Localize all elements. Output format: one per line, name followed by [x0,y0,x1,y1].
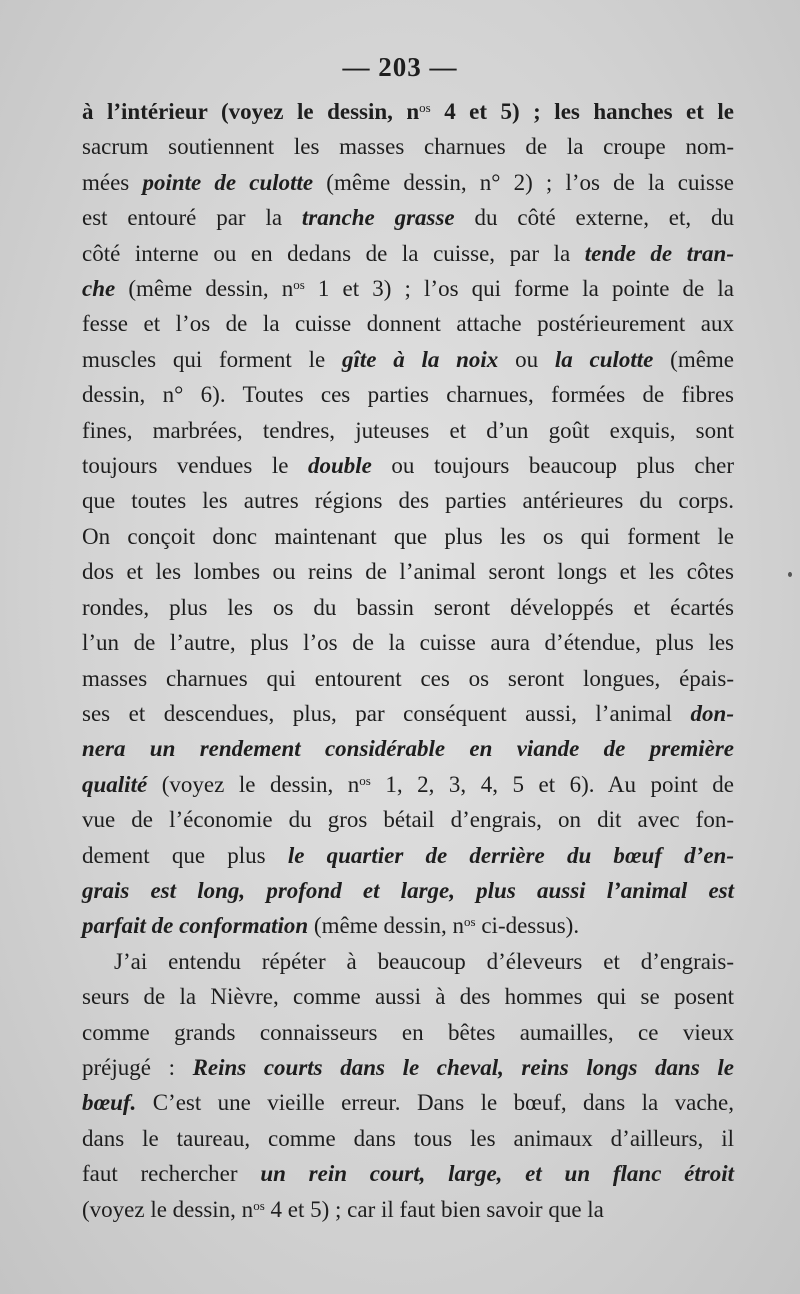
text-segment: muscles qui forment le [82,346,342,372]
text-segment: seurs de la Nièvre, comme aussi à des hommes qui se posent [82,984,734,1010]
italic-text: qualité [82,771,148,797]
text-line [82,1085,734,1120]
italic-text: un rein court, large, et un flanc étroit [260,1161,735,1187]
text-segment: mées [82,169,143,195]
superscript: os [359,772,371,788]
text-segment: (même [653,346,735,372]
text-segment: fesse et l’os de la cuisse donnent attache postérieurement aux [82,311,734,337]
text-segment: rondes, plus les os du bassin seront développés et écartés [82,594,734,620]
text-line [82,1050,734,1085]
text-segment: ci-dessus). [475,913,580,939]
text-segment: dans le taureau, comme dans tous les animaux d’ailleurs, il [82,1125,734,1151]
italic-text: don- [690,700,734,726]
text-line [82,236,734,271]
text-segment: que toutes les autres régions des parties antérieures du corps. [82,488,734,514]
text-line [82,944,734,979]
text-line [82,165,734,200]
text-segment: dos et les lombes ou reins de l’animal seront longs et les côtes [82,559,734,585]
body-text [82,94,734,1227]
text-line [82,590,734,625]
text-segment: C’est une vieille erreur. Dans le bœuf, dans la vache, [136,1090,734,1116]
text-segment: ou [498,346,555,372]
text-segment: est entouré par la [82,205,302,231]
italic-text: la culotte [554,346,654,372]
text-segment: masses charnues qui entourent ces os seront longues, épais- [82,665,734,691]
text-line [82,342,734,377]
text-segment: toujours vendues le [82,453,308,479]
text-segment: On conçoit donc maintenant que plus les os qui forment le [82,523,734,549]
text-segment: à l’intérieur (voyez le dessin, n [82,99,420,124]
text-segment: l’un de l’autre, plus l’os de la cuisse aura d’étendue, plus les [82,630,734,656]
page-number: — 203 — [342,52,458,82]
text-segment: 4 et 5) ; les hanches et le [430,99,734,124]
italic-text: tranche grasse [301,205,455,231]
text-segment: vue de l’économie du gros bétail d’engrais, on dit avec fon- [82,807,734,833]
text-line [82,129,734,164]
italic-text: tende de tran- [584,240,734,266]
superscript: os [419,100,431,115]
text-line [82,448,734,483]
text-segment: du côté externe, et, du [454,205,734,231]
text-segment: dement que plus [82,842,288,868]
italic-text: pointe de culotte [142,169,314,195]
text-line [82,1192,734,1227]
text-line [82,908,734,943]
text-line [82,306,734,341]
text-segment: sacrum soutiennent les masses charnues de la croupe nom- [82,134,734,160]
superscript: os [293,277,305,293]
text-segment: ou toujours beaucoup plus cher [371,453,735,479]
italic-text: bœuf. [82,1090,137,1116]
ink-speck [788,572,792,577]
text-segment: ses et descendues, plus, par conséquent aussi, l’animal [82,700,691,726]
text-line [82,1156,734,1191]
text-segment: (même dessin, n [115,276,294,302]
text-line [82,873,734,908]
italic-text: nera un rendement considérable en viande de première [82,736,734,762]
text-line [82,731,734,766]
text-line [82,838,734,873]
text-segment: 1, 2, 3, 4, 5 et 6). Au point de [370,771,734,797]
superscript: os [464,914,476,930]
text-line [82,625,734,660]
text-line [82,377,734,412]
text-segment: J’ai entendu répéter à beaucoup d’éleveurs et d’engrais- [114,948,734,974]
text-line [82,767,734,802]
text-segment: (voyez le dessin, n [147,771,360,797]
text-line [82,696,734,731]
italic-text: che [82,276,116,302]
text-segment: dessin, n° 6). Toutes ces parties charnues, formées de fibres [82,382,734,408]
text-segment: (même dessin, n [308,913,465,939]
superscript: os [253,1197,265,1213]
text-line [82,94,734,129]
text-line [82,1015,734,1050]
text-segment: côté interne ou en dedans de la cuisse, par la [82,240,585,266]
italic-text: grais est long, profond et large, plus aussi l’animal est [82,877,734,903]
text-line [82,661,734,696]
text-line [82,979,734,1014]
italic-text: Reins courts dans le cheval, reins longs dans le [192,1054,734,1080]
italic-text: parfait de conformation [82,913,309,939]
text-segment: (voyez le dessin, n [82,1196,254,1222]
text-line [82,802,734,837]
text-line [82,519,734,554]
text-line [82,413,734,448]
italic-text: double [307,453,372,479]
text-segment: faut rechercher [82,1161,261,1187]
text-line [82,200,734,235]
text-segment: (même dessin, n° 2) ; l’os de la cuisse [313,169,734,195]
text-segment: fines, marbrées, tendres, juteuses et d’un goût exquis, sont [82,417,734,443]
text-segment: 1 et 3) ; l’os qui forme la pointe de la [304,276,734,302]
text-line [82,483,734,518]
text-segment: comme grands connaisseurs en bêtes aumailles, ce vieux [82,1019,734,1045]
italic-text: le quartier de derrière du bœuf d’en- [287,842,735,868]
text-segment: 4 et 5) ; car il faut bien savoir que la [264,1196,604,1222]
italic-text: gîte à la noix [341,346,499,372]
text-line [82,271,734,306]
text-line [82,554,734,589]
text-segment: préjugé : [82,1054,193,1080]
text-line [82,1121,734,1156]
